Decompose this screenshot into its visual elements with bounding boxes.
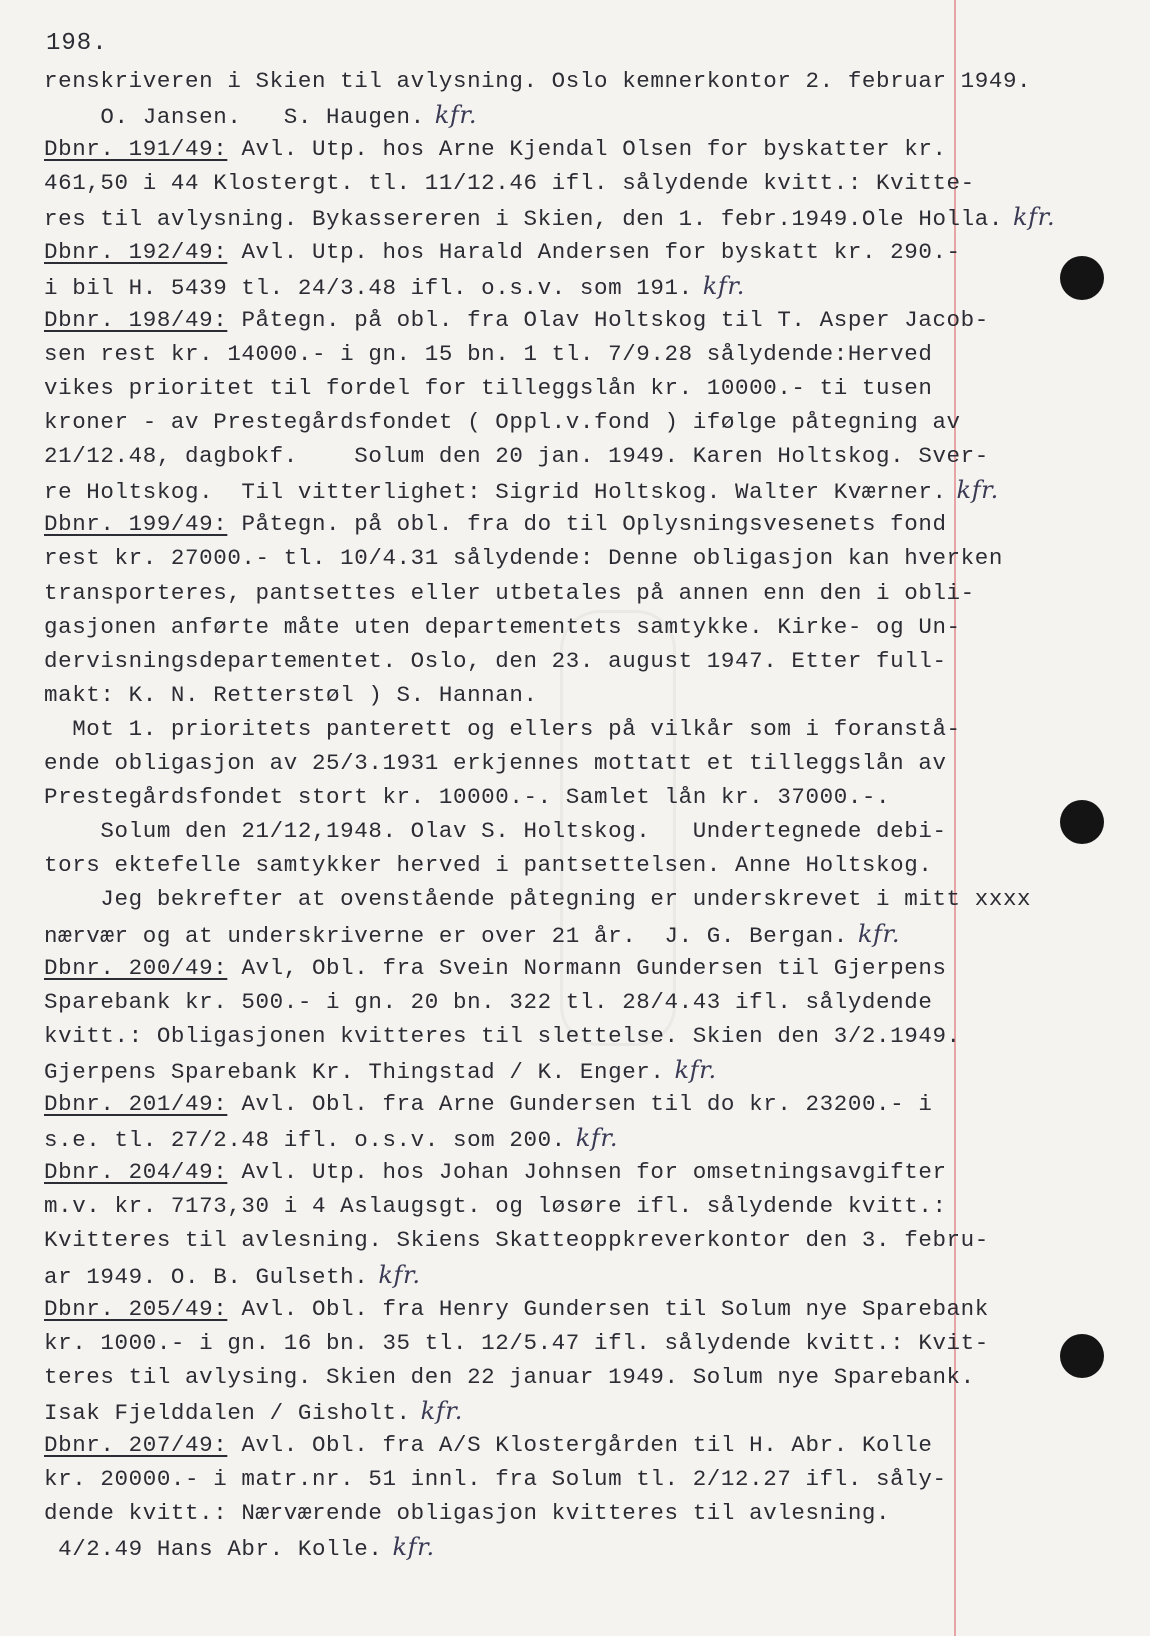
entry-text: tors ektefelle samtykker herved i pantsettelsen. Anne Holtskog.	[44, 852, 933, 879]
entry-line	[44, 816, 947, 846]
entry-text: Avl. Obl. fra Arne Gundersen til do kr. 23200.- i	[227, 1091, 933, 1117]
entry-text: rest kr. 27000.- tl. 10/4.31 sålydende: Denne obligasjon kan hverken	[44, 545, 1003, 572]
entry-line	[44, 1055, 717, 1087]
page-number: 198.	[46, 30, 108, 57]
entry-text: Isak Fjelddalen / Gisholt.	[44, 1399, 411, 1426]
entry-line	[44, 578, 975, 608]
entry-text: Gjerpens Sparebank Kr. Thingstad / K. Enger.	[44, 1058, 665, 1085]
entry-text: Avl. Obl. fra Henry Gundersen til Solum nye Sparebank	[227, 1295, 989, 1322]
entry-first-line	[44, 237, 961, 267]
handwritten-initials: kfr.	[674, 1055, 717, 1084]
entry-text: Avl. Utp. hos Arne Kjendal Olsen for byskatter kr.	[227, 136, 947, 163]
entry-line	[44, 1328, 989, 1358]
entry-text: Avl, Obl. fra Svein Normann Gundersen til Gjerpens	[227, 954, 947, 981]
entry-line	[44, 543, 1003, 573]
punch-hole	[1060, 1334, 1104, 1378]
docket-number: Dbnr. 200/49:	[44, 954, 228, 981]
punch-hole	[1060, 800, 1104, 844]
entry-line	[44, 1021, 961, 1051]
entry-text: Avl. Obl. fra A/S Klostergården til H. Abr. Kolle	[227, 1432, 933, 1458]
entry-first-line	[44, 1294, 989, 1324]
entry-line	[44, 1498, 890, 1528]
entry-text: kvitt.: Obligasjonen kvitteres til slettelse. Skien den 3/2.1949.	[44, 1022, 961, 1049]
entry-text: re Holtskog. Til vitterlighet: Sigrid Holtskog. Walter Kværner.	[44, 479, 947, 506]
entry-line	[44, 612, 961, 642]
handwritten-initials: kfr.	[956, 476, 999, 505]
entry-line	[44, 646, 947, 676]
entry-text: Påtegn. på obl. fra Olav Holtskog til T. Asper Jacob-	[227, 306, 989, 333]
entry-text: vikes prioritet til fordel for tilleggslån kr. 10000.- ti tusen	[44, 374, 933, 401]
entry-line	[44, 100, 477, 132]
entry-first-line	[44, 134, 947, 164]
entry-text: transporteres, pantsettes eller utbetales på annen enn den i obli-	[44, 579, 975, 606]
entry-text: Jeg bekrefter at ovenstående påtegning er underskrevet i mitt xxxx	[44, 886, 1032, 913]
entry-first-line	[44, 953, 947, 983]
entry-line	[44, 168, 975, 198]
entry-text: teres til avlysing. Skien den 22 januar 1949. Solum nye Sparebank.	[44, 1363, 975, 1390]
handwritten-initials: kfr.	[1012, 203, 1056, 232]
entry-first-line	[44, 305, 989, 335]
entry-line	[44, 919, 900, 951]
docket-number: Dbnr. 198/49:	[44, 306, 228, 333]
entry-text: ende obligasjon av 25/3.1931 erkjennes mottatt et tilleggslån av	[44, 750, 947, 776]
entry-text: Påtegn. på obl. fra do til Oplysningsvesenets fond	[227, 511, 947, 538]
entry-line	[44, 1464, 947, 1494]
entry-line	[44, 475, 999, 507]
entry-line	[44, 714, 961, 744]
entry-text: O. Jansen. S. Haugen.	[44, 104, 425, 131]
entry-text: Avl. Utp. hos Johan Johnsen for omsetningsavgifter	[227, 1159, 947, 1186]
entry-text: Sparebank kr. 500.- i gn. 20 bn. 322 tl. 28/4.43 ifl. sålydende	[44, 988, 933, 1015]
entry-text: gasjonen anførte måte uten departementets samtykke. Kirke- og Un-	[44, 613, 961, 640]
entry-line	[44, 748, 947, 778]
entry-line	[44, 1362, 975, 1392]
entry-text: res til avlysning. Bykassereren i Skien, den 1. febr.1949.Ole Holla.	[44, 206, 1003, 233]
entry-line	[44, 680, 538, 710]
handwritten-initials: kfr.	[702, 271, 745, 300]
entry-line	[44, 441, 989, 471]
handwritten-initials: kfr.	[378, 1260, 421, 1289]
entry-line	[44, 1532, 435, 1564]
entry-line	[44, 202, 1055, 234]
entry-text: renskriveren i Skien til avlysning. Oslo kemnerkontor 2. februar 1949.	[44, 68, 1032, 94]
entry-line	[44, 1191, 947, 1221]
entry-text: kr. 20000.- i matr.nr. 51 innl. fra Solum tl. 2/12.27 ifl. sålу-	[44, 1466, 947, 1493]
docket-number: Dbnr. 191/49:	[44, 136, 228, 163]
entry-first-line	[44, 509, 947, 539]
entry-line	[44, 850, 932, 880]
docket-number: Dbnr. 192/49:	[44, 238, 228, 265]
handwritten-initials: kfr.	[434, 101, 478, 130]
entry-text: 21/12.48, dagbokf. Solum den 20 jan. 1949. Karen Holtskog. Sver-	[44, 443, 989, 470]
entry-text: Kvitteres til avlesning. Skiens Skatteoppkreverkontor den 3. febru-	[44, 1227, 989, 1254]
docket-number: Dbnr. 205/49:	[44, 1295, 228, 1322]
handwritten-initials: kfr.	[392, 1533, 435, 1562]
docket-number: Dbnr. 204/49:	[44, 1159, 228, 1186]
entry-first-line	[44, 1089, 932, 1119]
entry-text: sen rest kr. 14000.- i gn. 15 bn. 1 tl. 7/9.28 sålydende:Herved	[44, 340, 933, 367]
entry-text: s.e. tl. 27/2.48 ifl. o.s.v. som 200.	[44, 1127, 566, 1154]
entry-text: Mot 1. prioritets panterett og ellers på vilkår som i foranstå-	[44, 715, 961, 742]
entry-line	[44, 373, 932, 403]
entry-line	[44, 987, 932, 1017]
entry-text: dervisningsdepartementet. Oslo, den 23. august 1947. Etter full-	[44, 647, 947, 674]
handwritten-initials: kfr.	[420, 1396, 463, 1425]
entry-text: Prestegårdsfondet stort kr. 10000.-. Samlet lån kr. 37000.-.	[44, 784, 891, 811]
entry-first-line	[44, 1157, 947, 1187]
handwritten-initials: kfr.	[575, 1124, 619, 1153]
handwritten-initials: kfr.	[857, 919, 901, 948]
entry-line	[44, 782, 890, 812]
entry-line	[44, 1123, 618, 1155]
entry-line	[44, 339, 932, 369]
entry-text: Solum den 21/12,1948. Olav S. Holtskog. Undertegnede debi-	[44, 818, 947, 845]
entry-text: 461,50 i 44 Klostergt. tl. 11/12.46 ifl. sålydende kvitt.: Kvitte-	[44, 170, 975, 197]
punch-hole	[1060, 256, 1104, 300]
entry-text: kroner - av Prestegårdsfondet ( Oppl.v.fond ) ifølge påtegning av	[44, 409, 961, 435]
entry-line	[44, 407, 961, 437]
entry-text: ar 1949. O. B. Gulseth.	[44, 1263, 369, 1290]
entry-first-line	[44, 1430, 932, 1460]
entry-text: 4/2.49 Hans Abr. Kolle.	[44, 1536, 383, 1563]
entry-text: m.v. kr. 7173,30 i 4 Aslaugsgt. og løsøre ifl. sålydende kvitt.:	[44, 1193, 947, 1220]
docket-number: Dbnr. 207/49:	[44, 1432, 228, 1458]
entry-text: kr. 1000.- i gn. 16 bn. 35 tl. 12/5.47 ifl. sålydende kvitt.: Kvit-	[44, 1329, 989, 1356]
docket-number: Dbnr. 199/49:	[44, 511, 228, 538]
entry-line	[44, 1260, 421, 1292]
entry-line	[44, 1225, 989, 1255]
entry-line	[44, 271, 745, 303]
entry-line	[44, 1396, 463, 1428]
entry-text: makt: K. N. Retterstøl ) S. Hannan.	[44, 681, 538, 708]
entry-text: nærvær og at underskriverne er over 21 år. J. G. Bergan.	[44, 922, 848, 949]
entry-text: dende kvitt.: Nærværende obligasjon kvitteres til avlesning.	[44, 1500, 891, 1527]
entry-text: Avl. Utp. hos Harald Andersen for byskatt kr. 290.-	[227, 238, 961, 265]
entry-line	[44, 884, 1031, 914]
docket-number: Dbnr. 201/49:	[44, 1091, 228, 1117]
entry-text: i bil H. 5439 tl. 24/3.48 ifl. o.s.v. som 191.	[44, 274, 693, 301]
entry-line	[44, 66, 1031, 96]
